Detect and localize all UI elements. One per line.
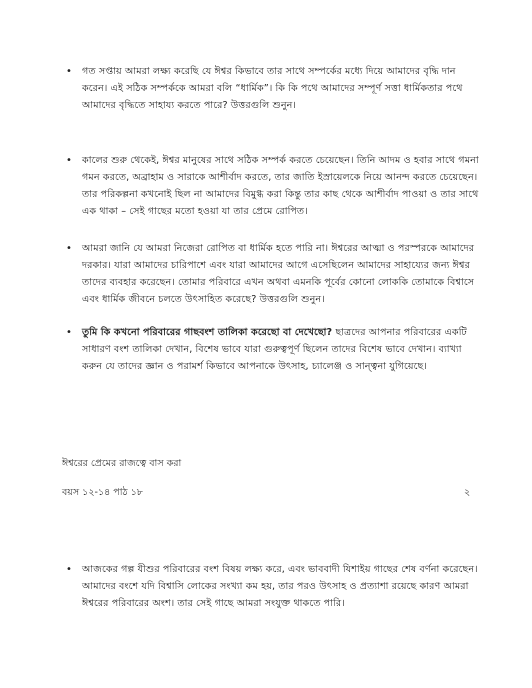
paragraph-jesus-lineage-text: আজকের গল্প যীশুর পরিবারের বংশ বিষয় লক্ষ্য করে, এবং ভাববাদী যিশাইয় গাছের শেষ বর্ণনা করেছেন। আমাদের বংশে যদি বিশ্বাসি লোকের সংখ্যা কম হয়, তার পরও উৎসাহ ও প্রত্যাশা রয়েছে কারণ আমরা ঈশ্বরের পরিবারের অংশ। তার সেই গাছে আমরা সংযুক্ত থাকতে পারি। (82, 564, 478, 609)
bullet-paragraph-family-tree (66, 324, 482, 375)
bullet-icon: • (66, 564, 72, 575)
paragraph-family-tree-text (82, 324, 482, 375)
bullet-icon: • (66, 155, 72, 166)
paragraph-growth-text: গত সপ্তায় আমরা লক্ষ্য করেছি যে ঈশ্বর কিভাবে তার সাথে সম্পর্কের মধ্যে দিয়ে আমাদের বৃদ্ধি দান করেন। এই সঠিক সম্পর্ককে আমরা বলি “ধার্মিক”। কি কি পথে আমাদের সম্পূর্ণ সত্তা ধার্মিকতার পথে আমাদের বৃদ্ধিতে সাহায্য করতে পারে? উত্তরগুলি শুনুন। (82, 66, 463, 111)
footer-age-lesson: বয়স ১২-১৪ পাঠ ১৮ (62, 487, 143, 498)
footer-page-number: ২ (464, 487, 471, 498)
paragraph-community-text: আমরা জানি যে আমরা নিজেরা রোপিত বা ধার্মিক হতে পারি না। ঈশ্বরের আত্মা ও পরস্পরকে আমাদের দরকার। যারা আমাদের চারিপাশে এবং যারা আমাদের আগে এসেছিলেন আমাদের সাহায্যের জন্য ঈশ্বর তাদের ব্যবহার করেছেন। তোমার পরিবারে এখন অথবা এমনকি পূর্বের কোনো লোককি তোমাকে বিশ্বাসে এবং ধার্মিক জীবনে চলতে উৎসাহিত করেছে? উত্তরগুলি শুনুন। (82, 243, 475, 305)
bullet-paragraph-growth (66, 63, 482, 114)
bullet-paragraph-jesus-lineage (66, 561, 482, 612)
bullet-icon: • (66, 327, 72, 338)
footer-lesson-title: ঈশ্বরের প্রেমের রাজত্বে বাস করা (62, 458, 182, 469)
bullet-paragraph-community (66, 240, 482, 308)
family-tree-question: তুমি কি কখনো পরিবারের গাছবংশ তালিকা করেছো বা দেখেছো? (82, 327, 333, 338)
bullet-paragraph-relationship (66, 152, 482, 220)
paragraph-relationship-text: কালের শুরু থেকেই, ঈশ্বর মানুষের সাথে সঠিক সম্পর্ক করতে চেয়েছেন। তিনি আদম ও হবার সাথে গমনা গমন করতে, অব্রাহাম ও সারাকে আশীর্বাদ করতে, তার জাতি ইস্রায়েলকে নিয়ে আনন্দ করতে চেয়েছেন। তার পরিকল্পনা কখনোই ছিল না আমাদের বিমুগ্ধ করা কিন্তু তার কাছ থেকে আশীর্বাদ পাওয়া ও তার সাথে এক থাকা – সেই গাছের মতো হওয়া যা তার প্রেমে রোপিত। (82, 155, 479, 217)
family-tree-instructions: ছাত্রদের আপনার পরিবারের একটি সাধারণ বংশ তালিকা দেখান, বিশেষ ভাবে যারা গুরুত্বপূর্ণ ছিলেন তাদের বিশেষ ভাবে দেখান। ব্যাখ্যা করুন যে তাদের জ্ঞান ও পরামর্শ কিভাবে আপনাকে উৎসাহ, চ্যালেঞ্জ ও সান্ত্বনা যুগিয়েছে। (82, 327, 467, 372)
bullet-icon: • (66, 243, 72, 254)
bullet-icon: • (66, 66, 72, 77)
